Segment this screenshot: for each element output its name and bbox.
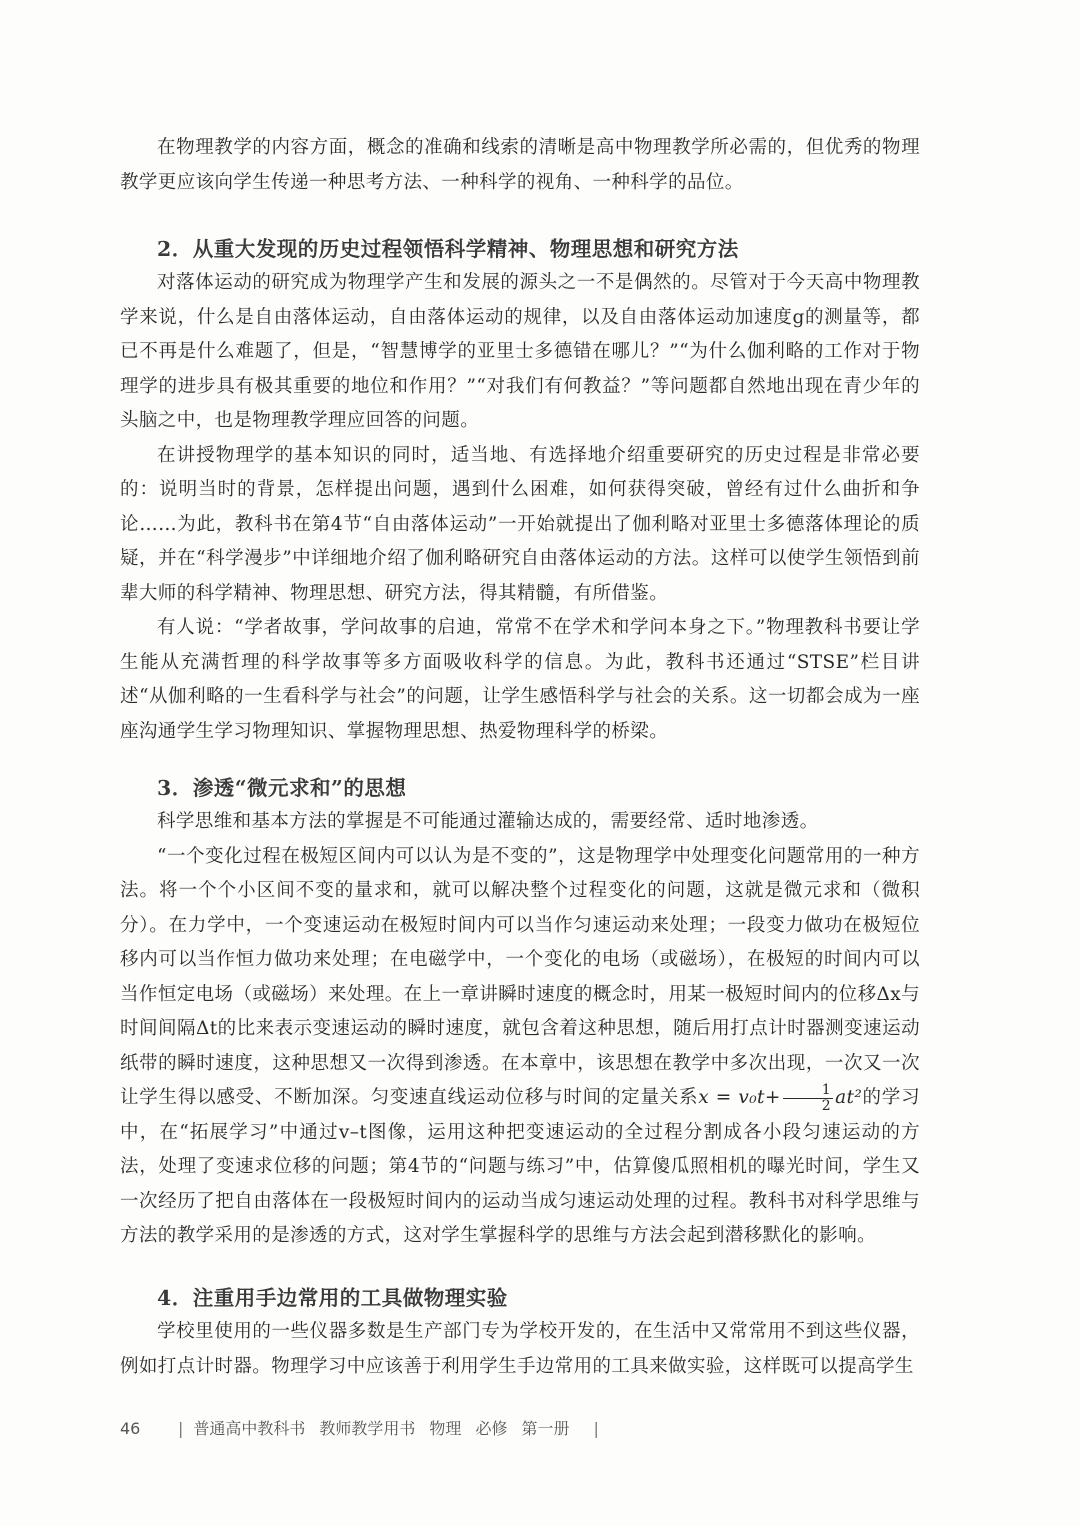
section-2 — [120, 232, 920, 749]
section-4-heading: 4．注重用手边常用的工具做物理实验 — [157, 1286, 508, 1310]
footer-volume: 第一册 — [521, 1419, 570, 1438]
footer-subject: 物理 — [429, 1419, 462, 1438]
section-2-paragraph-2: 在讲授物理学的基本知识的同时，适当地、有选择地介绍重要研究的历史过程是非常必要的：说明当时的背景，怎样提出问题，遇到什么困难，如何获得突破，曾经有过什么曲折和争论……为此，教科书在第4节“自由落体运动”一开始就提出了伽利略对亚里士多德落体理论的质疑，并在“科学漫步”中详细地介绍了伽利略研究自由落体运动的方法。这样可以使学生领悟到前辈大师的科学精神、物理思想、研究方法，得其精髓，有所借鉴。 — [120, 444, 920, 604]
page-number: 46 — [120, 1419, 141, 1438]
formula-fraction — [783, 1083, 833, 1114]
section-3-heading: 3．渗透“微元求和”的思想 — [157, 776, 407, 800]
footer-book: 普通高中教科书 — [193, 1419, 306, 1438]
footer-series: 教师教学用书 — [319, 1419, 416, 1438]
kinematics-formula — [698, 1081, 863, 1114]
footer-divider: | — [178, 1419, 184, 1438]
formula-denominator: 2 — [821, 1097, 832, 1114]
section-4-paragraph-1: 学校里使用的一些仪器多数是生产部门专为学校开发的，在生活中又常常用不到这些仪器，例如打点计时器。物理学习中应该善于利用学生手边常用的工具来做实验，这样既可以提高学生 — [120, 1321, 920, 1377]
section-2-paragraph-3: 有人说：“学者故事，学问故事的启迪，常常不在学术和学问本身之下。”物理教科书要让学生能从充满哲理的科学故事等多方面吸收科学的信息。为此，教科书还通过“STSE”栏目讲述“从伽利略的一生看科学与社会”的问题，让学生感悟科学与社会的关系。这一切都会成为一座座沟通学生学习物理知识、掌握物理思想、热爱物理科学的桥梁。 — [120, 617, 920, 742]
footer-divider-end: | — [593, 1419, 599, 1438]
page-footer — [120, 1416, 920, 1439]
section-3 — [120, 771, 920, 1254]
section-2-heading: 2．从重大发现的历史过程领悟科学精神、物理思想和研究方法 — [157, 237, 739, 261]
formula-rhs: at² — [835, 1087, 863, 1108]
formula-lhs: x = v₀t+ — [698, 1087, 781, 1108]
section-4 — [120, 1281, 920, 1384]
section-3-paragraph-2-part-a: “一个变化过程在极短区间内可以认为是不变的”，这是物理学中处理变化问题常用的一种方法。将一个个小区间不变的量求和，就可以解决整个过程变化的问题，这就是微元求和（微积分）。在力学中，一个变速运动在极短时间内可以当作匀速运动来处理；一段变力做功在极短位移内可以当作恒力做功来处理；在电磁学中，一个变化的电场（或磁场），在极短的时间内可以当作恒定电场（或磁场）来处理。在上一章讲瞬时速度的概念时，用某一极短时间内的位移Δx与时间间隔Δt的比来表示变速运动的瞬时速度，就包含着这种思想，随后用打点计时器测变速运动纸带的瞬时速度，这种思想又一次得到渗透。在本章中，该思想在教学中多次出现，一次又一次让学生得以感受、不断加深。匀变速直线运动位移与时间的定量关系 — [120, 845, 920, 1108]
section-3-paragraph-2 — [120, 840, 920, 1254]
intro-block — [120, 131, 920, 200]
section-2-paragraph-1: 对落体运动的研究成为物理学产生和发展的源头之一不是偶然的。尽管对于今天高中物理教学来说，什么是自由落体运动，自由落体运动的规律，以及自由落体运动加速度g的测量等，都已不再是什么难题了，但是，“智慧博学的亚里士多德错在哪儿？”“为什么伽利略的工作对于物理学的进步具有极其重要的地位和作用？”“对我们有何教益？”等问题都自然地出现在青少年的头脑之中，也是物理教学理应回答的问题。 — [120, 272, 920, 431]
section-3-paragraph-1: 科学思维和基本方法的掌握是不可能通过灌输达成的，需要经常、适时地渗透。 — [157, 811, 819, 832]
section-3-paragraph-2-part-b: 的学习中，在“拓展学习”中通过v–t图像，运用这种把变速运动的全过程分割成各小段匀速运动的方法，处理了变速求位移的问题；第4节的“问题与练习”中，估算傻瓜照相机的曝光时间，学生又一次经历了把自由落体在一段极短时间内的运动当成匀速运动处理的过程。教科书对科学思维与方法的教学采用的是渗透的方式，这对学生掌握科学的思维与方法会起到潜移默化的影响。 — [120, 1087, 920, 1246]
footer-volume-type: 必修 — [475, 1419, 508, 1438]
formula-numerator: 1 — [783, 1083, 833, 1099]
intro-paragraph: 在物理教学的内容方面，概念的准确和线索的清晰是高中物理教学所必需的，但优秀的物理教学更应该向学生传递一种思考方法、一种科学的视角、一种科学的品位。 — [120, 137, 920, 193]
